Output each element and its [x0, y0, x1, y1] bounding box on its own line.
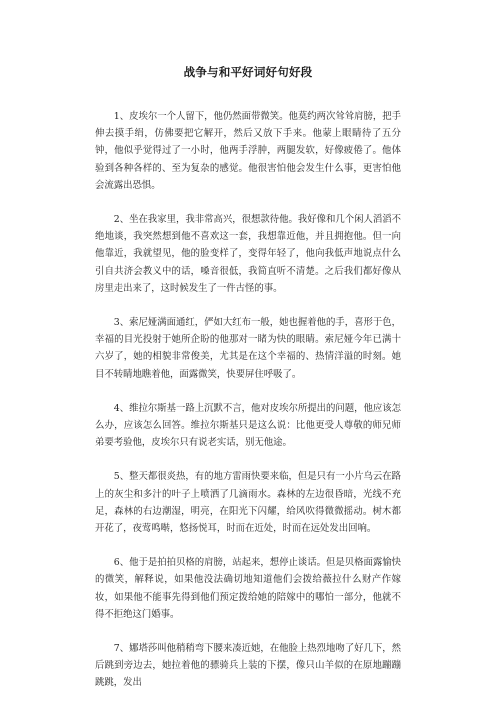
paragraph-5: 5、整天都很炎热，有的地方雷雨快要来临，但是只有一小片乌云在路上的灰尘和多汁的叶子上喷洒了几滴雨水。森林的左边很昏暗，光线不充足，森林的右边潮湿，明亮，在阳光下闪耀，给风吹得微微摇动。树木都开花了，夜莺鸣啭，悠扬悦耳，时而在近处，时而在远处发出回响。 [95, 471, 402, 535]
paragraph-7: 7、娜塔莎叫他稍稍弯下腰来凑近她，在他脸上热烈地吻了好几下，然后跳到旁边去，她拉着他的骠骑兵上装的下摆，像只山羊似的在原地蹦蹦跳跳，发出 [95, 643, 402, 689]
paragraph-1: 1、皮埃尔一个人留下，他仍然面带微笑。他莫约两次耸耸肩膀，把手伸去摸手绢，仿佛要把它解开，然后又放下手来。他蒙上眼睛待了五分钟，他似乎觉得过了一小时，他两手浮肿，两腿发软，好像疲倦了。他体验到各种各样的、至为复杂的感觉。他很害怕他会发生什么事，更害怕他会流露出恐惧。 [95, 111, 402, 191]
paragraph-3: 3、索尼娅满面通红，俨如大红布一般，她也握着他的手，喜形于色，幸福的目光投射于她所企盼的他那对一睹为快的眼睛。索尼娅今年已满十六岁了，她的相貌非常俊美，尤其是在这个幸福的、热情洋溢的时刻。她目不转睛地瞧着他，面露微笑，快要屏住呼吸了。 [95, 317, 402, 380]
document-title: 战争与和平好词好句好段 [183, 65, 313, 79]
document-body [95, 108, 401, 709]
paragraph-6: 6、他于是拍拍贝格的肩膀，站起来，想停止谈话。但是贝格面露愉快的微笑，解释说，如果他没法确切地知道他们会拨给薇拉什么财产作嫁妆，如果他不能事先得到他们预定拨给她的陪嫁中的哪怕一部分，他就不得不拒绝这门婚事。 [95, 557, 402, 620]
paragraph-4: 4、维拉尔斯基一路上沉默不言，他对皮埃尔所提出的问题，他应该怎么办，应该怎么回答。维拉尔斯基只是这么说：比他更受人尊敬的师兄师弟要考验他，皮埃尔只有说老实话，别无他途。 [95, 402, 402, 449]
paragraph-2: 2、坐在我家里，我非常高兴，很想款待他。我好像和几个闲人滔滔不绝地谈，我突然想到他不喜欢这一套，我想靠近他，并且拥抱他。但一向他靠近，我就望见，他的脸变样了，变得年轻了，他向我低声地说点什么引自共济会教义中的话，嗓音很低，我简直听不清楚。之后我们都好像从房里走出来了，这时候发生了一件古怪的事。 [95, 214, 402, 294]
